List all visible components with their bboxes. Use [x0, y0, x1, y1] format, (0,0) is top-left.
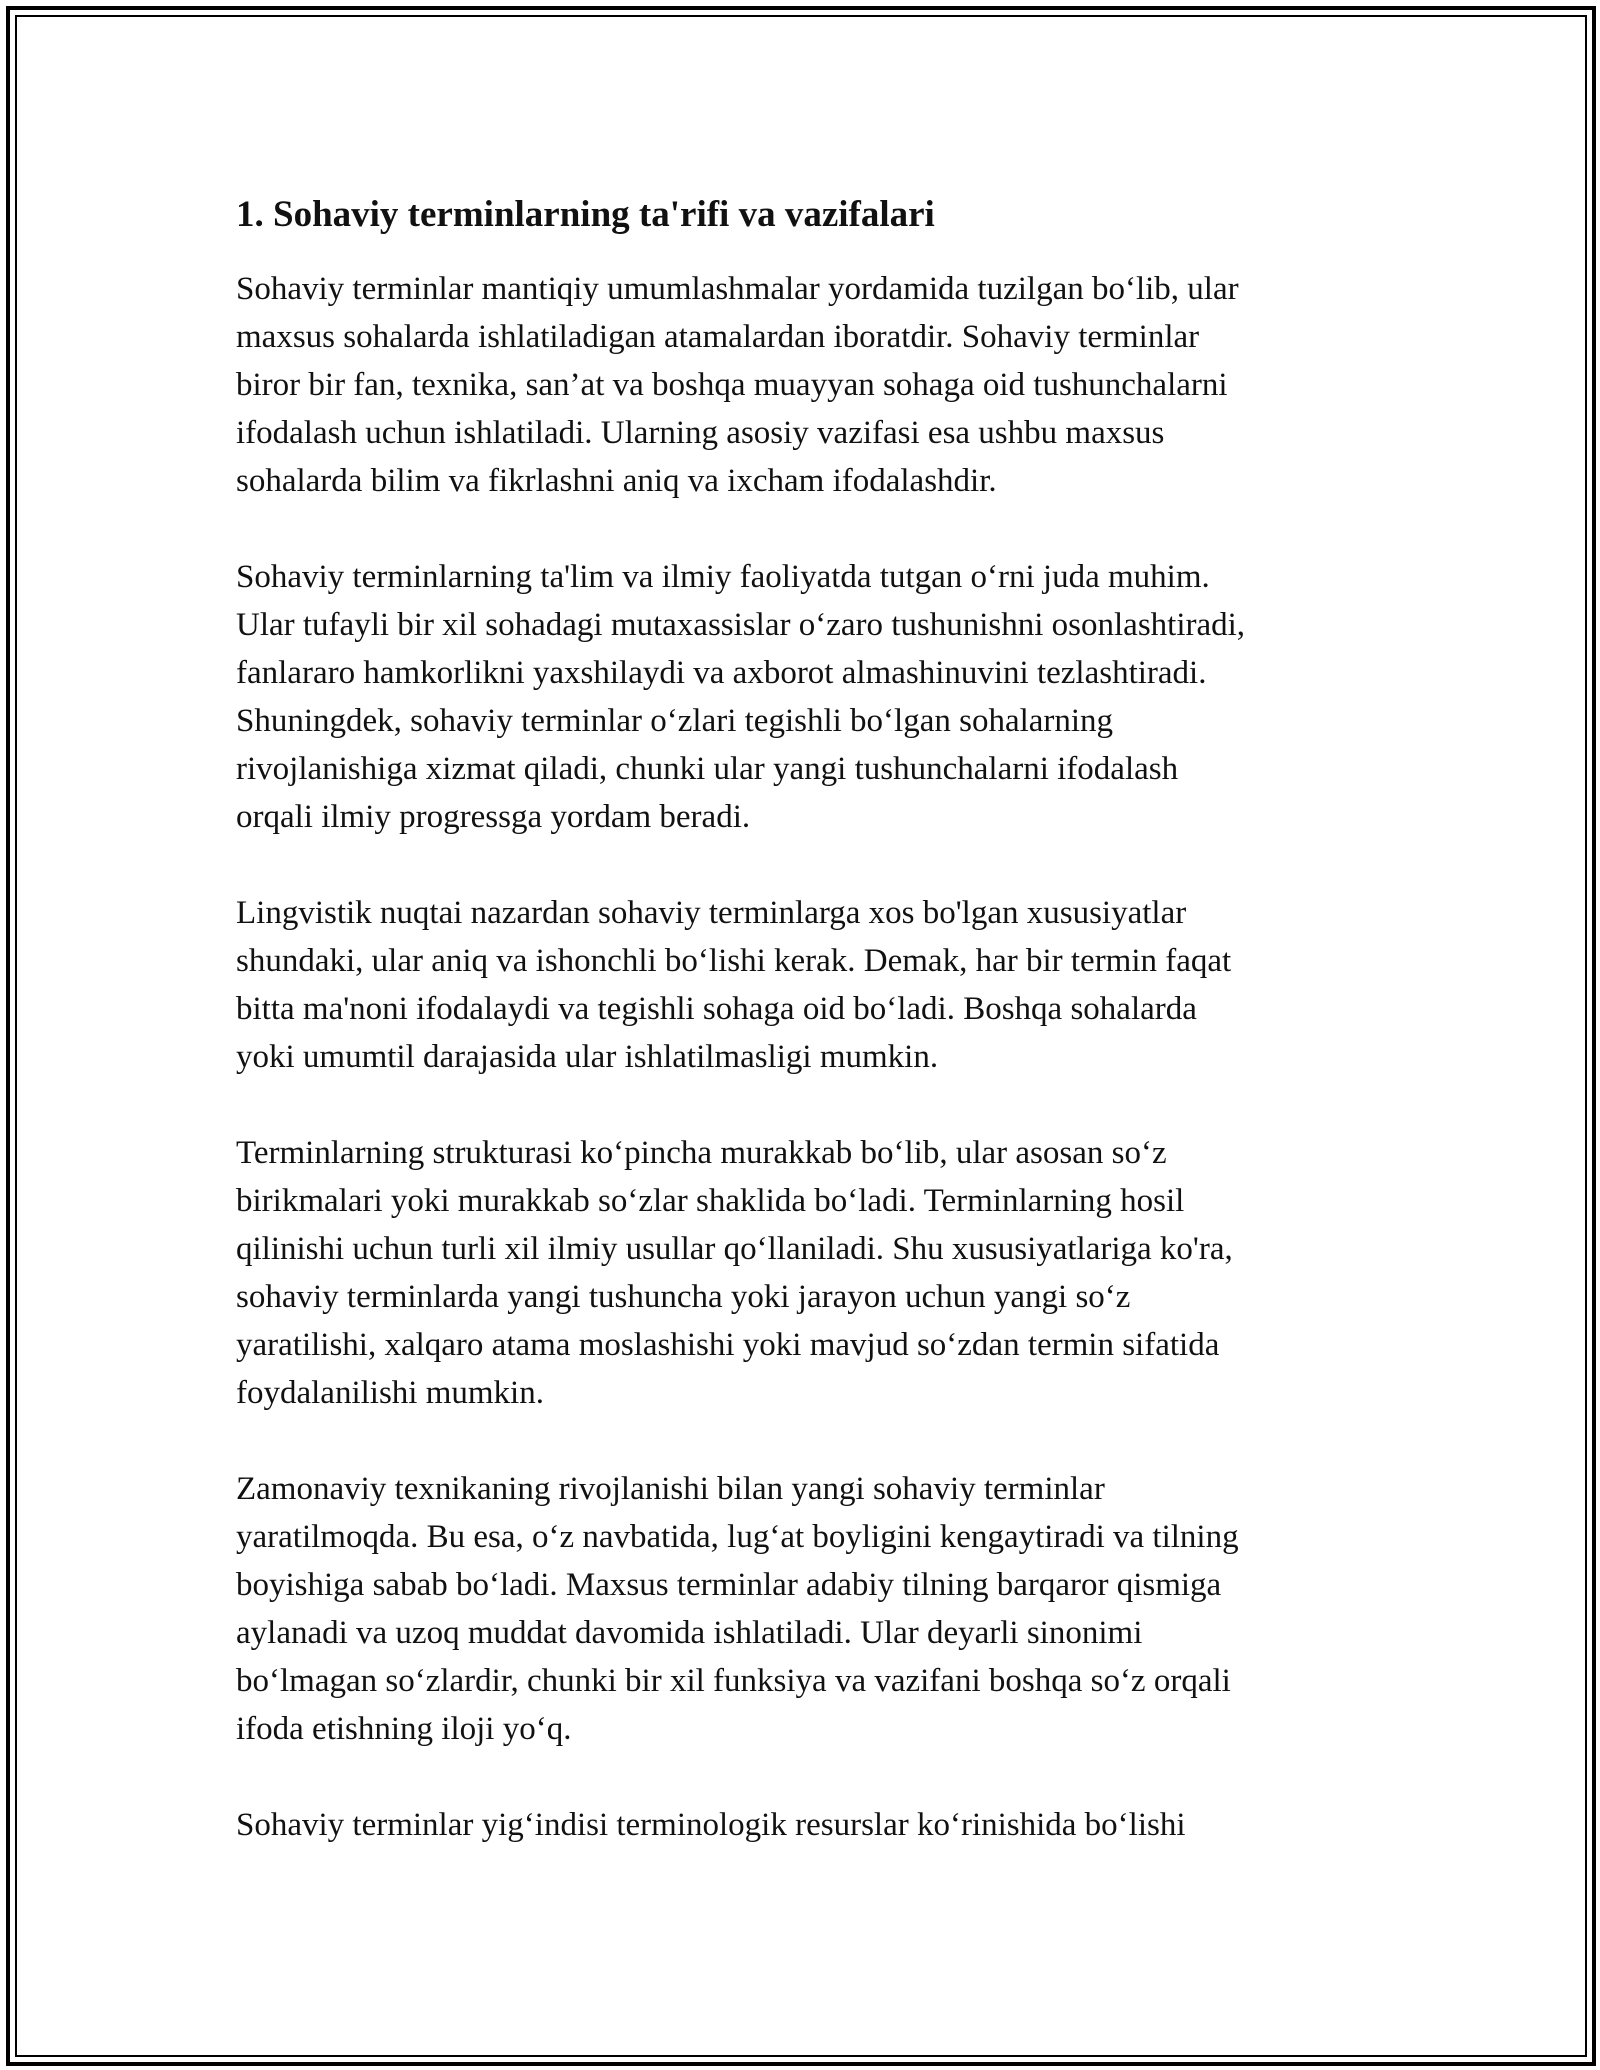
text-line: Lingvistik nuqtai nazardan sohaviy terminlarga xos bo'lgan xususiyatlar — [236, 895, 1187, 931]
paragraph — [236, 553, 1386, 841]
text-line: aylanadi va uzoq muddat davomida ishlatiladi. Ular deyarli sinonimi — [236, 1615, 1143, 1651]
text-line: Zamonaviy texnikaning rivojlanishi bilan yangi sohaviy terminlar — [236, 1471, 1105, 1507]
text-line: sohaviy terminlarda yangi tushuncha yoki jarayon uchun yangi so‘z — [236, 1279, 1131, 1315]
text-line: orqali ilmiy progressga yordam beradi. — [236, 799, 751, 835]
text-line: biror bir fan, texnika, san’at va boshqa muayyan sohaga oid tushunchalarni — [236, 367, 1228, 403]
text-line: sohalarda bilim va fikrlashni aniq va ixcham ifodalashdir. — [236, 463, 997, 499]
text-line: Shuningdek, sohaviy terminlar o‘zlari tegishli bo‘lgan sohalarning — [236, 703, 1114, 739]
text-line: bitta ma'noni ifodalaydi va tegishli sohaga oid bo‘ladi. Boshqa sohalarda — [236, 991, 1197, 1027]
text-line: Sohaviy terminlarning ta'lim va ilmiy faoliyatda tutgan o‘rni juda muhim. — [236, 559, 1210, 595]
text-line: fanlararo hamkorlikni yaxshilaydi va axborot almashinuvini tezlashtiradi. — [236, 655, 1207, 691]
text-line: bo‘lmagan so‘zlardir, chunki bir xil funksiya va vazifani boshqa so‘z orqali — [236, 1663, 1231, 1699]
text-line: yaratilishi, xalqaro atama moslashishi yoki mavjud so‘zdan termin sifatida — [236, 1327, 1220, 1363]
text-line: Ular tufayli bir xil sohadagi mutaxassislar o‘zaro tushunishni osonlashtiradi, — [236, 607, 1246, 643]
text-line: rivojlanishiga xizmat qiladi, chunki ular yangi tushunchalarni ifodalash — [236, 751, 1179, 787]
text-line: yaratilmoqda. Bu esa, o‘z navbatida, lug‘at boyligini kengaytiradi va tilning — [236, 1519, 1239, 1555]
text-line: shundaki, ular aniq va ishonchli bo‘lishi kerak. Demak, har bir termin faqat — [236, 943, 1232, 979]
paragraph — [236, 1801, 1386, 1849]
text-line: yoki umumtil darajasida ular ishlatilmasligi mumkin. — [236, 1039, 939, 1075]
paragraph — [236, 1465, 1386, 1753]
text-line: maxsus sohalarda ishlatiladigan atamalardan iboratdir. Sohaviy terminlar — [236, 319, 1200, 355]
text-line: Sohaviy terminlar yig‘indisi terminologik resurslar ko‘rinishida bo‘lishi — [236, 1807, 1186, 1843]
text-line: boyishiga sabab bo‘ladi. Maxsus terminlar adabiy tilning barqaror qismiga — [236, 1567, 1222, 1603]
paragraph — [236, 1129, 1386, 1417]
text-line: Sohaviy terminlar mantiqiy umumlashmalar yordamida tuzilgan bo‘lib, ular — [236, 271, 1239, 307]
text-line: Terminlarning strukturasi ko‘pincha murakkab bo‘lib, ular asosan so‘z — [236, 1135, 1167, 1171]
text-line: foydalanilishi mumkin. — [236, 1375, 544, 1411]
text-line: ifoda etishning iloji yo‘q. — [236, 1711, 572, 1747]
text-line: qilinishi uchun turli xil ilmiy usullar qo‘llaniladi. Shu xususiyatlariga ko'ra, — [236, 1231, 1233, 1267]
document-body — [236, 185, 1386, 1897]
text-line: birikmalari yoki murakkab so‘zlar shaklida bo‘ladi. Terminlarning hosil — [236, 1183, 1185, 1219]
paragraph — [236, 889, 1386, 1081]
paragraph — [236, 265, 1386, 505]
text-line: ifodalash uchun ishlatiladi. Ularning asosiy vazifasi esa ushbu maxsus — [236, 415, 1165, 451]
section-heading: 1. Sohaviy terminlarning ta'rifi va vazifalari — [236, 194, 935, 235]
